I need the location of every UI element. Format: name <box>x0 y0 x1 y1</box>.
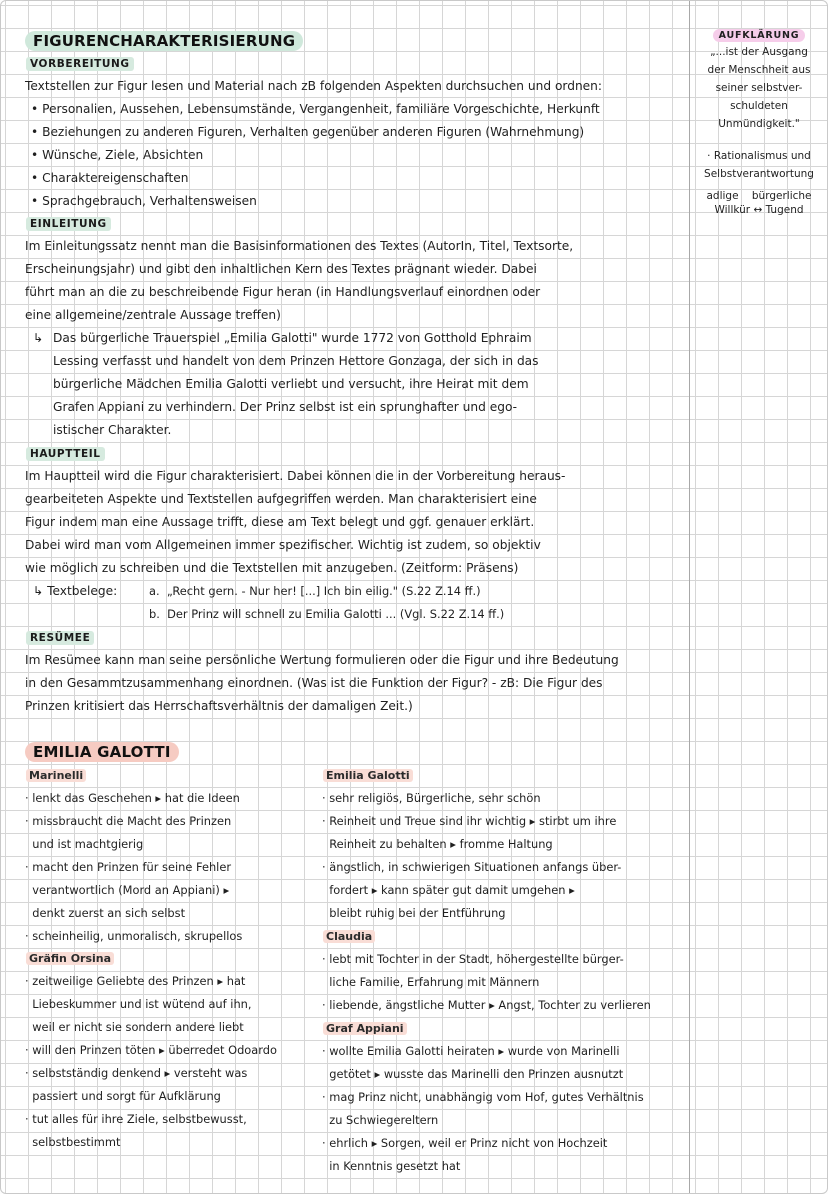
list-item: • Wünsche, Ziele, Absichten <box>31 148 204 162</box>
character-name-claudia: Claudia <box>323 930 375 943</box>
list-item: · missbraucht die Macht des Prinzen <box>25 814 232 828</box>
quote-line: „...ist der Ausgang <box>710 46 808 58</box>
vorbereitung-list <box>31 98 600 213</box>
list-item: · macht den Prinzen für seine Fehler <box>25 860 232 874</box>
quote-line: der Menschheit aus <box>707 64 811 76</box>
contrast-top: adlige bürgerliche <box>706 190 812 202</box>
einleitung-example <box>53 327 539 442</box>
character-name-emilia: Emilia Galotti <box>323 769 413 782</box>
list-item: · sehr religiös, Bürgerliche, sehr schön <box>322 791 541 805</box>
list-item: liche Familie, Erfahrung mit Männern <box>322 975 540 989</box>
character-name-appiani: Graf Appiani <box>323 1022 407 1035</box>
character-name-marinelli: Marinelli <box>26 769 86 782</box>
double-arrow-icon: ↔ <box>753 204 763 216</box>
section-heading-hauptteil: HAUPTTEIL <box>26 447 105 461</box>
character-name-orsina: Gräfin Orsina <box>26 952 114 965</box>
quote-line: seiner selbstver- <box>715 82 803 94</box>
list-item: · will den Prinzen töten ▸ überredet Odoardo <box>25 1043 277 1057</box>
einleitung-text <box>25 235 573 327</box>
text-line: istischer Charakter. <box>53 423 172 437</box>
list-item: zu Schwiegereltern <box>322 1113 439 1127</box>
list-item: • Beziehungen zu anderen Figuren, Verhalten gegenüber anderen Figuren (Wahrnehmung) <box>31 125 585 139</box>
list-item: und ist machtgierig <box>25 837 144 851</box>
contrast-bottom: Willkür ↔ Tugend <box>714 204 804 216</box>
note-line: · Rationalismus und <box>707 150 811 162</box>
list-item: · liebende, ängstliche Mutter ▸ Angst, Tochter zu verlieren <box>322 998 651 1012</box>
text-line: Das bürgerliche Trauerspiel „Emilia Galotti" wurde 1772 von Gotthold Ephraim <box>53 331 532 345</box>
claudia-traits <box>322 948 651 1017</box>
list-item: getötet ▸ wusste das Marinelli den Prinzen ausnutzt <box>322 1067 624 1081</box>
note-line: Selbstverantwortung <box>704 168 814 180</box>
list-item: selbstbestimmt <box>25 1135 121 1149</box>
list-item: passiert und sorgt für Aufklärung <box>25 1089 221 1103</box>
sidebar-quote <box>691 43 827 133</box>
text-line: Im Einleitungssatz nennt man die Basisinformationen des Textes (AutorIn, Titel, Textsorte, <box>25 239 574 253</box>
margin-line <box>689 1 690 1194</box>
list-item: • Sprachgebrauch, Verhaltensweisen <box>31 194 257 208</box>
list-item: · mag Prinz nicht, unabhängig vom Hof, gutes Verhältnis <box>322 1090 644 1104</box>
text-line: Prinzen kritisiert das Herrschaftsverhältnis der damaligen Zeit.) <box>25 699 413 713</box>
textbelege-label: ↳ Textbelege: <box>33 584 118 598</box>
text-line: gearbeiteten Aspekte und Textstellen aufgegriffen werden. Man charakterisiert eine <box>25 492 537 506</box>
emilia-traits <box>322 787 621 925</box>
quote-line: Unmündigkeit." <box>718 118 800 130</box>
list-item: · lebt mit Tochter in der Stadt, höhergestellte bürger- <box>322 952 624 966</box>
list-item: · zeitweilige Geliebte des Prinzen ▸ hat <box>25 974 246 988</box>
list-item: · ehrlich ▸ Sorgen, weil er Prinz nicht von Hochzeit <box>322 1136 608 1150</box>
list-item: a. „Recht gern. - Nur her! [...] Ich bin eilig." (S.22 Z.14 ff.) <box>149 584 481 598</box>
list-item: · Reinheit und Treue sind ihr wichtig ▸ stirbt um ihre <box>322 814 617 828</box>
text-line: Lessing verfasst und handelt von dem Prinzen Hettore Gonzaga, der sich in das <box>53 354 539 368</box>
list-item: verantwortlich (Mord an Appiani) ▸ <box>25 883 230 897</box>
quote-line: schuldeten <box>730 100 788 112</box>
list-item: • Personalien, Aussehen, Lebensumstände, Vergangenheit, familiäre Vorgeschichte, Herkunft <box>31 102 600 116</box>
text-line: bürgerliche Mädchen Emilia Galotti verliebt und versucht, ihre Heirat mit dem <box>53 377 529 391</box>
sidebar-tag-aufklaerung: AUFKLÄRUNG <box>713 29 806 42</box>
list-item: • Charaktereigenschaften <box>31 171 189 185</box>
section-heading-vorbereitung: VORBEREITUNG <box>26 57 134 71</box>
list-item: denkt zuerst an sich selbst <box>25 906 186 920</box>
section-heading-resuemee: RESÜMEE <box>26 631 94 645</box>
text-line: Im Hauptteil wird die Figur charakterisiert. Dabei können die in der Vorbereitung heraus- <box>25 469 566 483</box>
list-item: · tut alles für ihre Ziele, selbstbewusst, <box>25 1112 247 1126</box>
list-item: Reinheit zu behalten ▸ fromme Haltung <box>322 837 553 851</box>
text-line: wie möglich zu schreiben und die Textstellen mit anzugeben. (Zeitform: Präsens) <box>25 561 519 575</box>
list-item: weil er nicht sie sondern andere liebt <box>25 1020 244 1034</box>
textbelege-list <box>149 580 504 626</box>
list-item: b. Der Prinz will schnell zu Emilia Galotti ... (Vgl. S.22 Z.14 ff.) <box>149 607 505 621</box>
emilia-galotti-title: EMILIA GALOTTI <box>25 742 179 762</box>
text-line: eine allgemeine/zentrale Aussage treffen) <box>25 308 281 322</box>
list-item: Liebeskummer und ist wütend auf ihn, <box>25 997 252 1011</box>
sidebar-tag-wrap <box>691 23 827 42</box>
marinelli-traits <box>25 787 242 948</box>
list-item: · ängstlich, in schwierigen Situationen anfangs über- <box>322 860 622 874</box>
appiani-traits <box>322 1040 644 1178</box>
text-line: in den Gesammtzusammenhang einordnen. (Was ist die Funktion der Figur? - zB: Die Figur des <box>25 676 603 690</box>
text-line: Dabei wird man vom Allgemeinen immer spezifischer. Wichtig ist zudem, so objektiv <box>25 538 541 552</box>
orsina-traits <box>25 970 277 1154</box>
list-item: · scheinheilig, unmoralisch, skrupellos <box>25 929 243 943</box>
list-item: · lenkt das Geschehen ▸ hat die Ideen <box>25 791 240 805</box>
resuemee-text <box>25 649 619 718</box>
text-line: Erscheinungsjahr) und gibt den inhaltlichen Kern des Textes prägnant wieder. Dabei <box>25 262 537 276</box>
text-line: Im Resümee kann man seine persönliche Wertung formulieren oder die Figur und ihre Bedeutung <box>25 653 619 667</box>
section-heading-einleitung: EINLEITUNG <box>26 217 111 231</box>
sidebar-rationalismus <box>691 147 827 183</box>
return-arrow-icon: ↳ <box>33 331 44 345</box>
list-item: bleibt ruhig bei der Entführung <box>322 906 506 920</box>
sidebar-contrast <box>691 187 827 219</box>
main-title: FIGURENCHARAKTERISIERUNG <box>25 31 303 51</box>
hauptteil-text <box>25 465 565 580</box>
list-item: fordert ▸ kann später gut damit umgehen ▸ <box>322 883 575 897</box>
list-item: · selbstständig denkend ▸ versteht was <box>25 1066 248 1080</box>
text-line: Figur indem man eine Aussage trifft, diese am Text belegt und ggf. genauer erklärt. <box>25 515 535 529</box>
text-line: führt man an die zu beschreibende Figur heran (in Handlungsverlauf einordnen oder <box>25 285 541 299</box>
vorbereitung-intro: Textstellen zur Figur lesen und Material nach zB folgenden Aspekten durchsuchen und ordnen: <box>25 79 603 93</box>
list-item: in Kenntnis gesetzt hat <box>322 1159 461 1173</box>
text-line: Grafen Appiani zu verhindern. Der Prinz selbst ist ein sprunghafter und ego- <box>53 400 518 414</box>
list-item: · wollte Emilia Galotti heiraten ▸ wurde von Marinelli <box>322 1044 620 1058</box>
